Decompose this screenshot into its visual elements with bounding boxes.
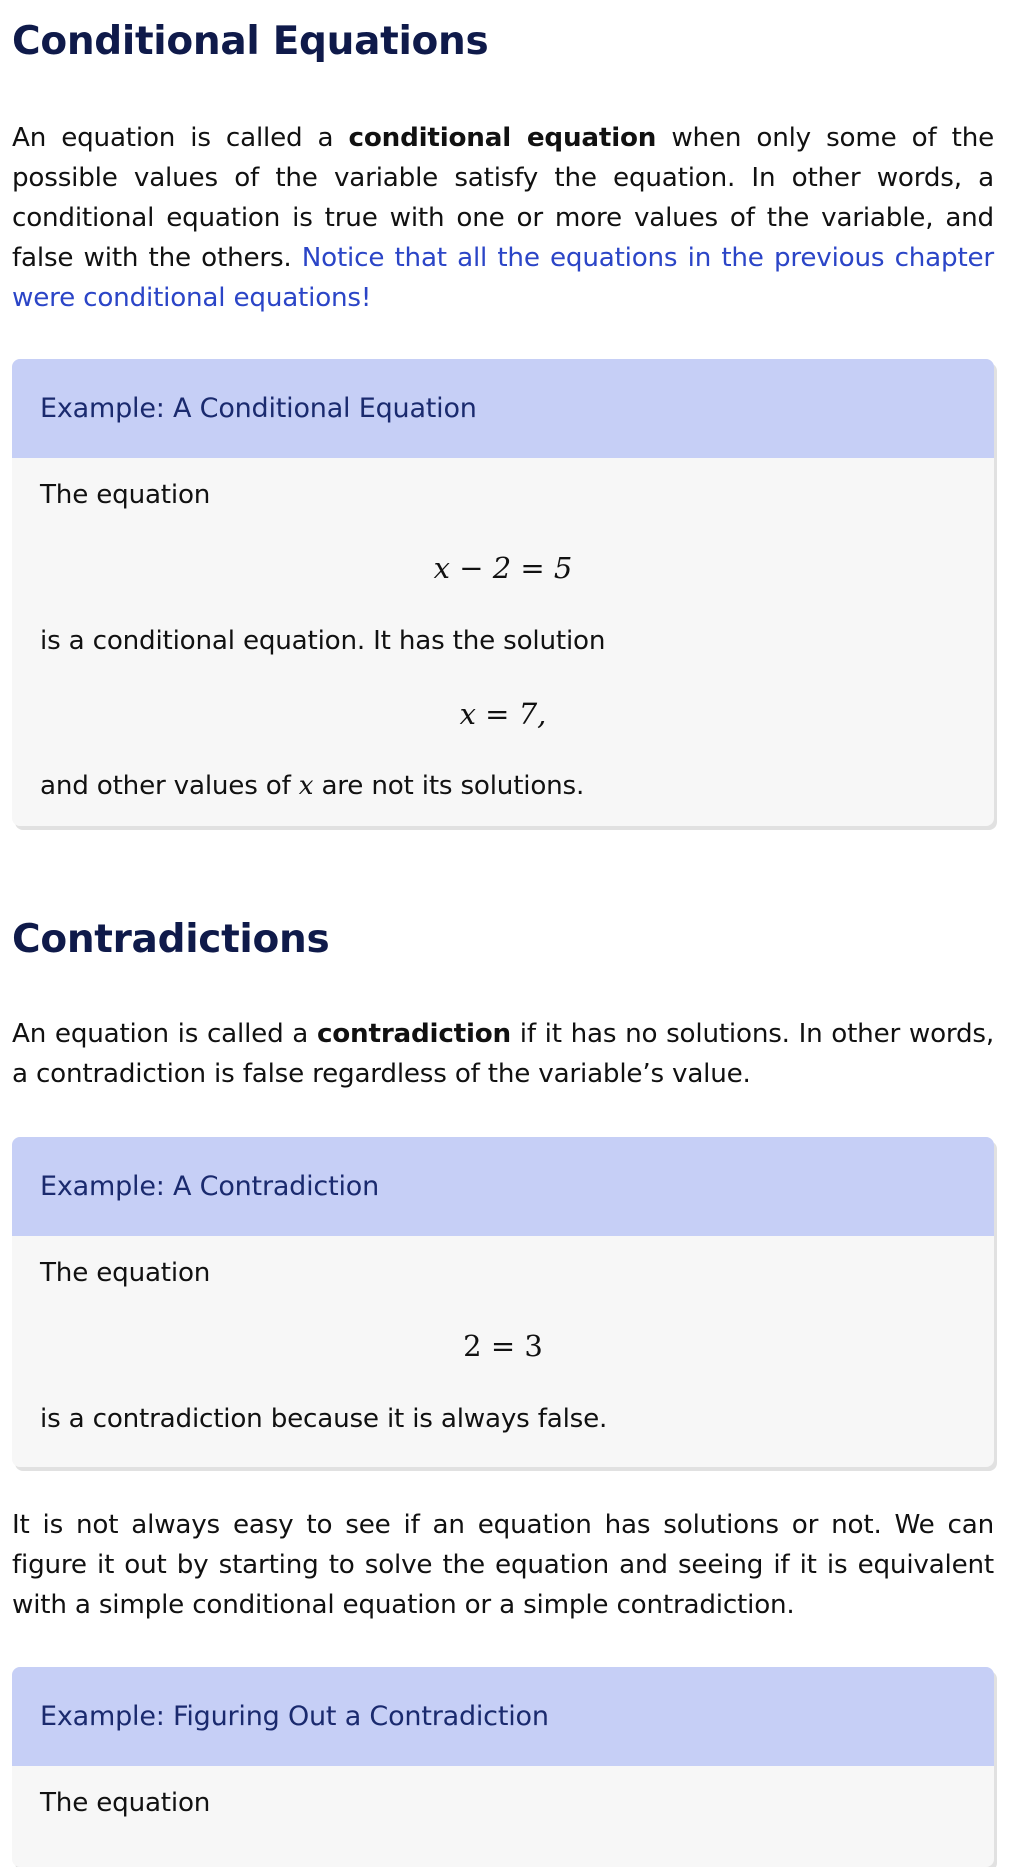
example-box-figuring-out-contradiction xyxy=(12,1667,994,1867)
conditional-equation-definition xyxy=(12,118,994,318)
equation-expression: x − 2 = 5 xyxy=(433,551,573,585)
definition-text-rest: if it has no solutions. In other words, a contradiction is false regardless of the variable’s value. xyxy=(12,1019,994,1089)
example-title: Example: A Contradiction xyxy=(12,1137,994,1236)
term-conditional-equation: conditional equation xyxy=(348,123,657,153)
example-intro-text: The equation xyxy=(40,1788,211,1818)
example-title: Example: A Conditional Equation xyxy=(12,359,994,458)
definition-text-start: An equation is called a xyxy=(12,123,349,153)
example-title: Example: Figuring Out a Contradiction xyxy=(12,1667,994,1766)
solution-x-equals-7 xyxy=(12,694,994,734)
contradiction-definition xyxy=(12,1014,994,1094)
example-intro-text: The equation xyxy=(40,480,211,510)
solution-expression: x = 7, xyxy=(459,697,547,731)
example-closing-text xyxy=(40,766,584,806)
term-contradiction: contradiction xyxy=(316,1019,511,1049)
section-heading-contradictions: Contradictions xyxy=(12,917,330,962)
equation-2-equals-3: 2 = 3 xyxy=(463,1329,543,1363)
closing-text-start: and other values of xyxy=(40,771,299,801)
highlighted-note: Notice that all the equations in the previous chapter were conditional equations! xyxy=(12,243,994,313)
example-box-conditional-equation xyxy=(12,359,994,826)
section-heading-conditional-equations: Conditional Equations xyxy=(12,19,489,64)
example-middle-text: is a conditional equation. It has the solution xyxy=(40,626,606,656)
equation-x-minus-2-equals-5 xyxy=(12,548,994,588)
closing-text-end: are not its solutions. xyxy=(313,771,585,801)
example-intro-text: The equation xyxy=(40,1258,211,1288)
definition-text-start: An equation is called a xyxy=(12,1019,317,1049)
example-box-contradiction xyxy=(12,1137,994,1467)
paragraph-figuring-out: It is not always easy to see if an equation has solutions or not. We can figure it out by starting to solve the equation and seeing if it is equivalent with a simple conditional equation or a simple contradiction. xyxy=(12,1510,994,1620)
example-closing-text: is a contradiction because it is always false. xyxy=(40,1404,608,1434)
definition-text-rest: when only some of the possible values of the variable satisfy the equation. In other words, a conditional equation is true with one or more values of the variable, and false with the others. xyxy=(12,123,995,273)
variable-x: x xyxy=(298,771,314,801)
